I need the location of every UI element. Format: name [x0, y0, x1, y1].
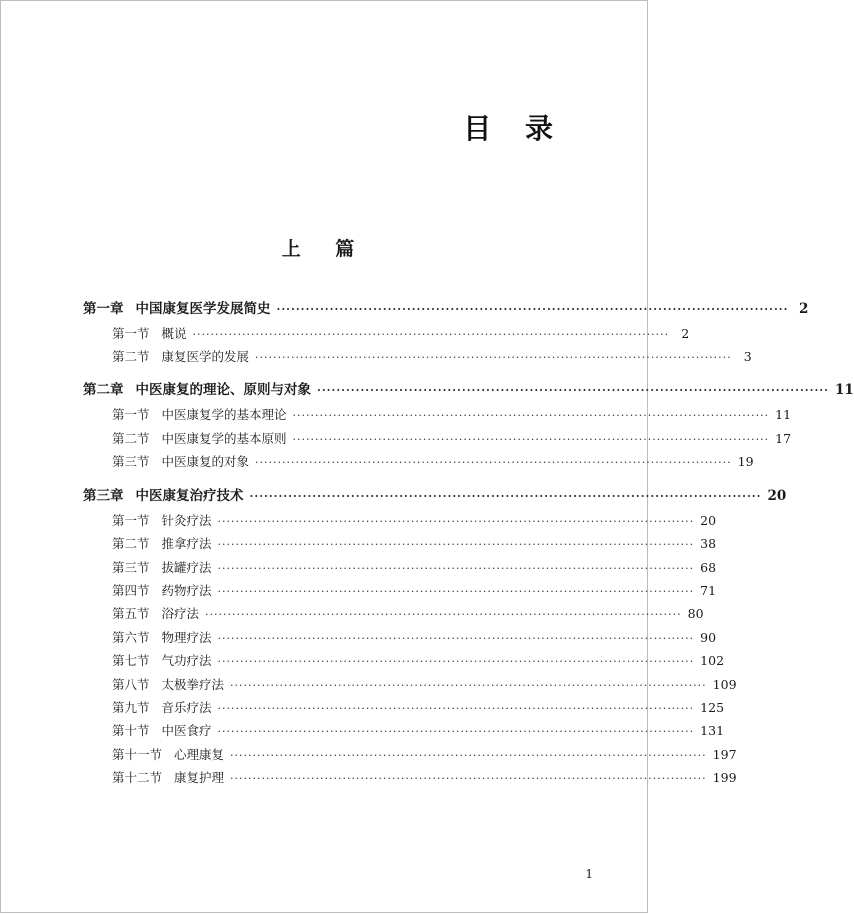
toc-entry-number: 第十一节	[112, 747, 163, 762]
toc-entry-label	[83, 378, 311, 398]
toc-entry-number: 第五节	[112, 606, 150, 621]
toc-entry-label	[112, 651, 212, 669]
toc-entry-page: 20	[700, 513, 717, 528]
toc-section-entry[interactable]	[112, 324, 690, 344]
toc-entry-page: 20	[767, 488, 787, 504]
toc-chapter-entry[interactable]	[83, 378, 854, 398]
toc-entry-number: 第三节	[112, 454, 150, 469]
toc-entry-number: 第六节	[112, 630, 150, 645]
toc-entry-page: 71	[700, 583, 717, 598]
toc-entry-label	[83, 297, 271, 317]
dot-leader: ··········································································································	[230, 772, 707, 785]
dot-leader: ··········································································································	[317, 384, 829, 397]
page-number: 1	[585, 867, 593, 881]
toc-entry-page: 2	[799, 301, 809, 317]
dot-leader: ··········································································································	[205, 608, 682, 621]
toc-section-entry[interactable]	[112, 405, 792, 425]
toc-entry-page: 109	[712, 677, 737, 692]
toc-entry-name: 心理康复	[174, 747, 225, 762]
toc-entry-page: 11	[775, 407, 792, 422]
toc-entry-number: 第九节	[112, 700, 150, 715]
dot-leader: ··········································································································	[230, 749, 707, 762]
toc-entry-label	[112, 405, 287, 423]
toc-entry-label	[112, 452, 249, 470]
toc-entry-number: 第十二节	[112, 770, 163, 785]
dot-leader: ··········································································································	[255, 456, 732, 469]
toc-section-entry[interactable]	[112, 347, 752, 367]
toc-entry-page: 17	[775, 431, 792, 446]
toc-section-entry[interactable]	[112, 628, 717, 648]
toc-entry-label	[112, 768, 224, 786]
toc-section-entry[interactable]	[112, 698, 725, 718]
toc-entry-name: 中医康复治疗技术	[135, 488, 244, 504]
dot-leader: ··········································································································	[217, 515, 695, 528]
toc-section-entry[interactable]	[112, 768, 737, 788]
toc-entry-number: 第二节	[112, 536, 150, 551]
toc-entry-page: 131	[700, 723, 725, 738]
toc-entry-page: 3	[743, 349, 752, 364]
dot-leader: ··········································································································	[217, 725, 695, 738]
toc-section-entry[interactable]	[112, 534, 717, 554]
toc-entry-label	[112, 581, 212, 599]
dot-leader: ··········································································································	[217, 585, 695, 598]
dot-leader: ··········································································································	[217, 655, 695, 668]
toc-section-entry[interactable]	[112, 429, 792, 449]
toc-entry-name: 中医康复学的基本原则	[161, 431, 287, 446]
dot-leader: ··········································································································	[292, 409, 770, 422]
toc-entry-name: 概说	[161, 326, 187, 341]
toc-entry-name: 太极拳疗法	[161, 677, 225, 692]
toc-entry-label	[83, 484, 244, 504]
dot-leader: ··········································································································	[217, 702, 695, 715]
dot-leader: ··········································································································	[255, 351, 732, 364]
dot-leader: ··········································································································	[217, 632, 695, 645]
toc-entry-page: 11	[834, 382, 854, 398]
toc-entry-number: 第二章	[83, 382, 124, 398]
toc-entry-label	[112, 628, 212, 646]
toc-entry-name: 中医康复学的基本理论	[161, 407, 287, 422]
toc-entry-number: 第一节	[112, 326, 150, 341]
toc-entry-label	[112, 745, 224, 763]
toc-entry-label	[112, 534, 212, 552]
toc-entry-name: 推拿疗法	[161, 536, 212, 551]
toc-entry-name: 药物疗法	[161, 583, 212, 598]
toc-entry-number: 第四节	[112, 583, 150, 598]
toc-entry-name: 康复医学的发展	[161, 349, 250, 364]
toc-entry-label	[112, 558, 212, 576]
toc-entry-number: 第三章	[83, 488, 124, 504]
toc-entry-name: 康复护理	[174, 770, 225, 785]
toc-entry-label	[112, 721, 212, 739]
toc-section-entry[interactable]	[112, 511, 717, 531]
toc-section-entry[interactable]	[112, 651, 725, 671]
dot-leader: ··········································································································	[230, 679, 707, 692]
toc-section-entry[interactable]	[112, 721, 725, 741]
toc-entry-name: 中医康复的对象	[161, 454, 250, 469]
toc-section-entry[interactable]	[112, 604, 704, 624]
dot-leader: ··········································································································	[217, 538, 695, 551]
toc-entry-number: 第三节	[112, 560, 150, 575]
toc-entry-name: 拔罐疗法	[161, 560, 212, 575]
toc-entry-name: 针灸疗法	[161, 513, 212, 528]
toc-entry-name: 中国康复医学发展简史	[135, 301, 271, 317]
toc-entry-page: 2	[681, 326, 690, 341]
toc-entry-label	[112, 347, 249, 365]
toc-section-entry[interactable]	[112, 745, 737, 765]
toc-entry-page: 38	[700, 536, 717, 551]
toc-entry-number: 第一节	[112, 513, 150, 528]
toc-entry-name: 浴疗法	[161, 606, 200, 621]
toc-entry-number: 第十节	[112, 723, 150, 738]
toc-entry-number: 第八节	[112, 677, 150, 692]
toc-entry-label	[112, 675, 224, 693]
toc-entry-name: 物理疗法	[161, 630, 212, 645]
toc-chapter-entry[interactable]	[83, 484, 787, 504]
toc-entry-label	[112, 698, 212, 716]
toc-entry-label	[112, 604, 199, 622]
toc-section-entry[interactable]	[112, 452, 754, 472]
toc-entry-number: 第二节	[112, 349, 150, 364]
toc-section-entry[interactable]	[112, 675, 737, 695]
dot-leader: ··········································································································	[276, 303, 789, 316]
toc-entry-number: 第一章	[83, 301, 124, 317]
toc-entry-page: 102	[700, 653, 725, 668]
toc-entry-page: 199	[712, 770, 737, 785]
dot-leader: ··········································································································	[249, 490, 762, 503]
dot-leader: ··········································································································	[292, 433, 770, 446]
toc-entry-page: 125	[700, 700, 725, 715]
toc-entry-name: 音乐疗法	[161, 700, 212, 715]
toc-entry-name: 气功疗法	[161, 653, 212, 668]
toc-entry-number: 第二节	[112, 431, 150, 446]
toc-chapter-entry[interactable]	[83, 297, 809, 317]
toc-entry-page: 68	[700, 560, 717, 575]
toc-entry-number: 第一节	[112, 407, 150, 422]
dot-leader: ··········································································································	[192, 328, 670, 341]
toc-section-entry[interactable]	[112, 558, 717, 578]
toc-entry-name: 中医食疗	[161, 723, 212, 738]
toc-entry-page: 90	[700, 630, 717, 645]
toc-entry-name: 中医康复的理论、原则与对象	[135, 382, 311, 398]
toc-entry-number: 第七节	[112, 653, 150, 668]
toc-entry-label	[112, 511, 212, 529]
part-heading: 上 篇	[281, 238, 369, 260]
toc-entry-page: 19	[737, 454, 754, 469]
toc-entry-page: 80	[687, 606, 704, 621]
dot-leader: ··········································································································	[217, 562, 695, 575]
toc-title: 目 录	[463, 112, 565, 145]
toc-section-entry[interactable]	[112, 581, 717, 601]
toc-entry-label	[112, 324, 187, 342]
toc-entry-page: 197	[712, 747, 737, 762]
toc-entry-label	[112, 429, 287, 447]
